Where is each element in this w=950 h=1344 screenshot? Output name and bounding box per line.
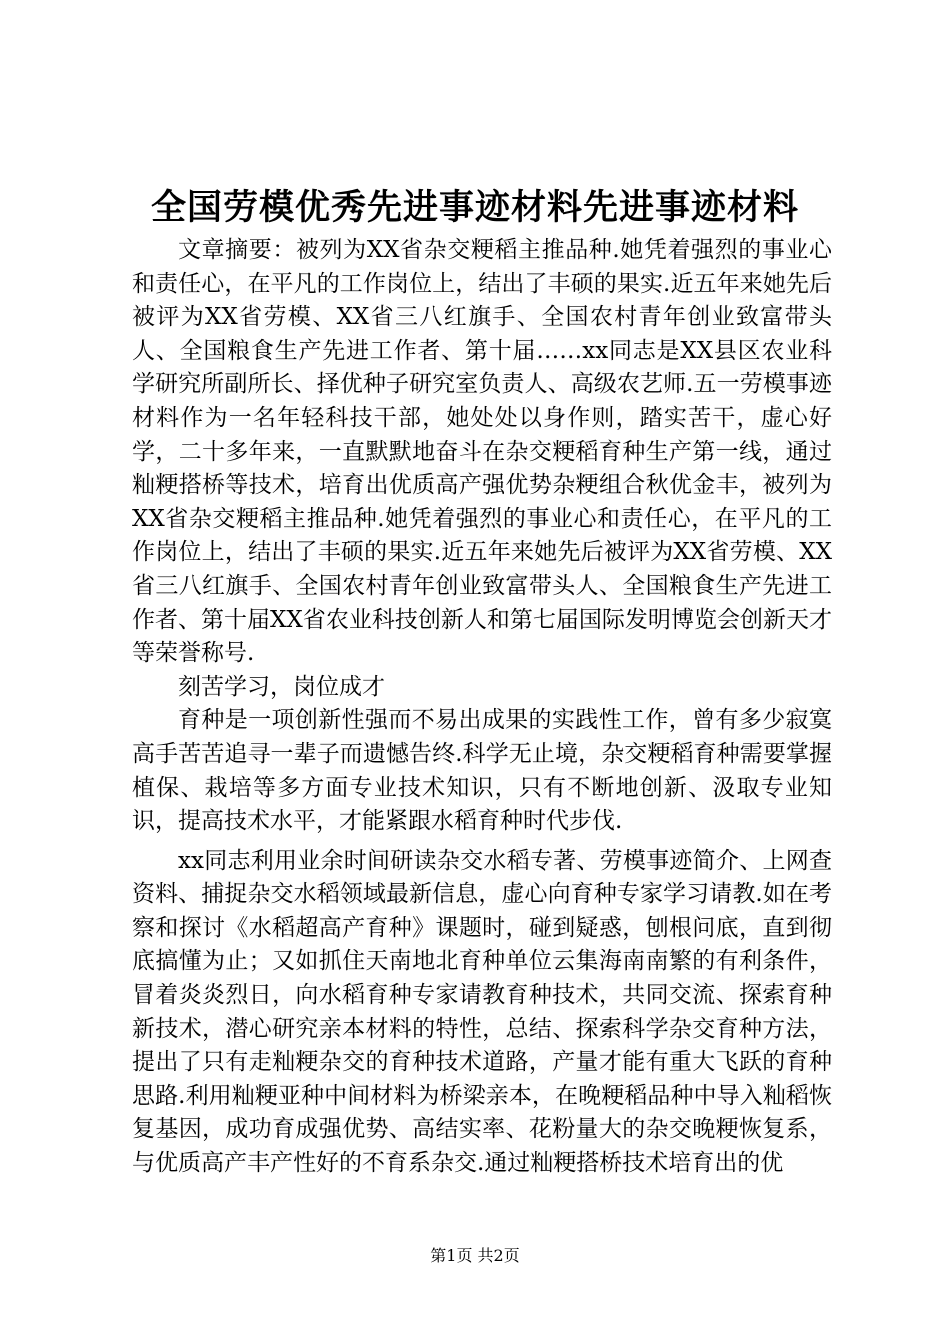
- abstract-paragraph: 文章摘要：被列为XX省杂交粳稻主推品种.她凭着强烈的事业心和责任心，在平凡的工作岗位上，结出了丰硕的果实.近五年来她先后被评为XX省劳模、XX省三八红旗手、全国农村青年创业致富带头人、全国粮食生产先进工作者、第十届……xx同志是XX县区农业科学研究所副所长、择优种子研究室负责人、高级农艺师.五一劳模事迹材料作为一名年轻科技干部，她处处以身作则，踏实苦干，虚心好学，二十多年来，一直默默地奋斗在杂交粳稻育种生产第一线，通过籼粳搭桥等技术，培育出优质高产强优势杂粳组合秋优金丰，被列为XX省杂交粳稻主推品种.她凭着强烈的事业心和责任心，在平凡的工作岗位上，结出了丰硕的果实.近五年来她先后被评为XX省劳模、XX省三八红旗手、全国农村青年创业致富带头人、全国粮食生产先进工作者、第十届XX省农业科技创新人和第七届国际发明博览会创新天才等荣誉称号.: [132, 237, 832, 667]
- page-footer: 第1页 共2页: [430, 1246, 520, 1265]
- section-heading: 刻苦学习，岗位成才: [178, 673, 385, 700]
- document-title: 全国劳模优秀先进事迹材料先进事迹材料: [150, 188, 799, 228]
- body-paragraph: 育种是一项创新性强而不易出成果的实践性工作，曾有多少寂寞高手苦苦追寻一辈子而遗憾告终.科学无止境，杂交粳稻育种需要掌握植保、栽培等多方面专业技术知识，只有不断地创新、汲取专业知识，提高技术水平，才能紧跟水稻育种时代步伐.: [132, 707, 832, 835]
- body-paragraph: xx同志利用业余时间研读杂交水稻专著、劳模事迹简介、上网查资料、捕捉杂交水稻领域最新信息，虚心向育种专家学习请教.如在考察和探讨《水稻超高产育种》课题时，碰到疑惑，刨根问底，直到彻底搞懂为止；又如抓住天南地北育种单位云集海南南繁的有利条件，冒着炎炎烈日，向水稻育种专家请教育种技术，共同交流、探索育种新技术，潜心研究亲本材料的特性，总结、探索科学杂交育种方法，提出了只有走籼粳杂交的育种技术道路，产量才能有重大飞跃的育种思路.利用籼粳亚种中间材料为桥梁亲本，在晚粳稻品种中导入籼稻恢复基因，成功育成强优势、高结实率、花粉量大的杂交晚粳恢复系，与优质高产丰产性好的不育系杂交.通过籼粳搭桥技术培育出的优: [132, 847, 832, 1177]
- document-body: [132, 234, 832, 1181]
